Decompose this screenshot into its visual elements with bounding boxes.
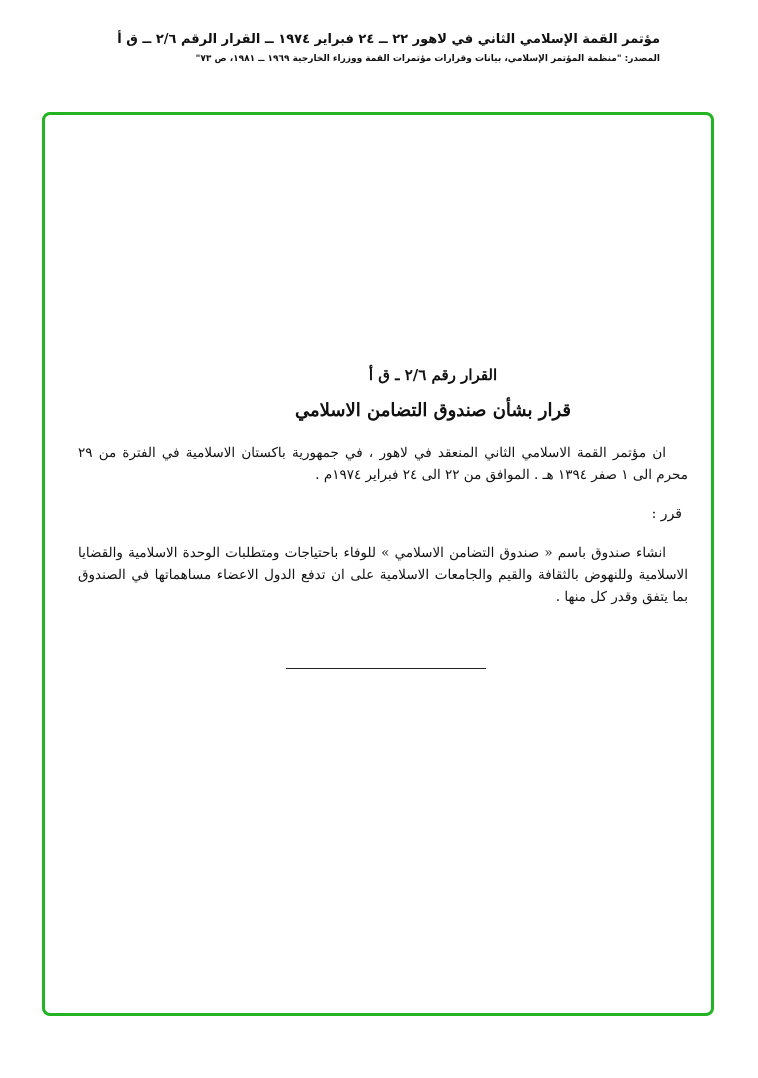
preamble-text: ان مؤتمر القمة الاسلامي الثاني المنعقد في لاهور ، في جمهورية باكستان الاسلامية في الفترة من ٢٩ محرم الى ١ صفر ١٣٩٤ هـ . الموافق من ٢٢ الى ٢٤ فبراير ١٩٧٤م . <box>78 445 688 483</box>
page-header <box>30 30 660 66</box>
decided-label: قرر : <box>651 506 682 522</box>
closing-divider <box>286 668 486 669</box>
header-title: مؤتمر القمة الإسلامي الثاني في لاهور ٢٢ ــ ٢٤ فبراير ١٩٧٤ ــ القرار الرقم ٢/٦ ــ ق أ <box>117 32 660 47</box>
preamble-paragraph <box>78 442 688 486</box>
resolution-title: قرار بشأن صندوق التضامن الاسلامي <box>295 400 571 421</box>
header-source: المصدر: "منظمة المؤتمر الإسلامي، بيانات وقرارات مؤتمرات القمة ووزراء الخارجية ١٩٦٩ ــ ١٩٨١، ص ٧٣" <box>195 54 660 64</box>
decision-text: انشاء صندوق باسم « صندوق التضامن الاسلامي » للوفاء باحتياجات ومتطلبات الوحدة الاسلامية والقضايا الاسلامية وللنهوض بالثقافة والقيم والجامعات الاسلامية على ان تدفع الدول الاعضاء مساهماتها في الصندوق بما يتفق وقدر كل منها . <box>78 545 688 605</box>
resolution-number: القرار رقم ٢/٦ ـ ق أ <box>368 366 498 384</box>
decision-paragraph <box>78 542 688 608</box>
